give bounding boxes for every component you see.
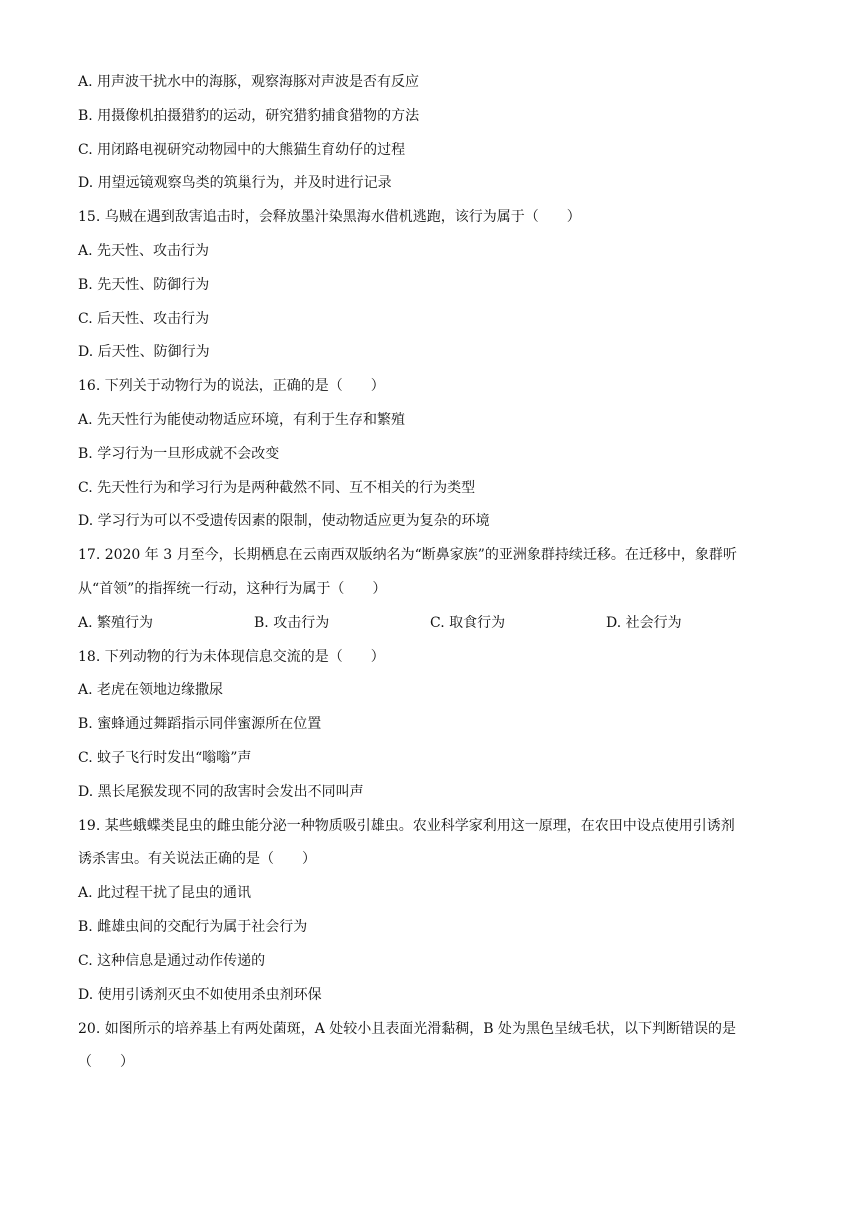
q16-option-a: A. 先天性行为能使动物适应环境，有利于生存和繁殖	[78, 412, 406, 428]
q18-option-a: A. 老虎在领地边缘撒尿	[78, 682, 224, 698]
q15-option-d: D. 后天性、防御行为	[78, 344, 210, 360]
q18-option-c: C. 蚊子飞行时发出“嗡嗡”声	[78, 750, 252, 766]
q20-stem-line-2: （ ）	[78, 1054, 134, 1070]
q20-stem-line-1: 20. 如图所示的培养基上有两处菌斑，A 处较小且表面光滑黏稠，B 处为黑色呈绒毛状，以下判断错误的是	[78, 1021, 737, 1037]
q19-stem-line-1: 19. 某些蛾蝶类昆虫的雌虫能分泌一种物质吸引雄虫。农业科学家利用这一原理，在农田中设点使用引诱剂	[78, 818, 735, 834]
q16-option-c: C. 先天性行为和学习行为是两种截然不同、互不相关的行为类型	[78, 480, 476, 496]
q16-stem: 16. 下列关于动物行为的说法，正确的是（ ）	[78, 378, 385, 394]
q19-option-c: C. 这种信息是通过动作传递的	[78, 953, 266, 969]
q17-option-a: A. 繁殖行为	[78, 615, 154, 631]
q18-option-b: B. 蜜蜂通过舞蹈指示同伴蜜源所在位置	[78, 716, 322, 732]
q15-stem: 15. 乌贼在遇到敌害追击时，会释放墨汁染黑海水借机逃跑，该行为属于（ ）	[78, 209, 581, 225]
q19-option-a: A. 此过程干扰了昆虫的通讯	[78, 885, 252, 901]
q17-option-c: C. 取食行为	[430, 615, 506, 631]
q17-stem-line-1: 17. 2020 年 3 月至今，长期栖息在云南西双版纳名为“断鼻家族”的亚洲象群持续迁移。在迁移中，象群听	[78, 547, 737, 563]
q19-option-b: B. 雌雄虫间的交配行为属于社会行为	[78, 919, 308, 935]
q15-option-b: B. 先天性、防御行为	[78, 277, 210, 293]
q14-option-b: B. 用摄像机拍摄猎豹的运动，研究猎豹捕食猎物的方法	[78, 108, 420, 124]
q18-option-d: D. 黑长尾猴发现不同的敌害时会发出不同叫声	[78, 784, 364, 800]
q19-option-d: D. 使用引诱剂灭虫不如使用杀虫剂环保	[78, 987, 322, 1003]
q17-stem-line-2: 从“首领”的指挥统一行动，这种行为属于（ ）	[78, 581, 387, 597]
q15-option-a: A. 先天性、攻击行为	[78, 243, 210, 259]
q16-option-b: B. 学习行为一旦形成就不会改变	[78, 446, 280, 462]
q16-option-d: D. 学习行为可以不受遗传因素的限制，使动物适应更为复杂的环境	[78, 513, 490, 529]
q14-option-d: D. 用望远镜观察鸟类的筑巢行为，并及时进行记录	[78, 175, 392, 191]
q15-option-c: C. 后天性、攻击行为	[78, 311, 210, 327]
q18-stem: 18. 下列动物的行为未体现信息交流的是（ ）	[78, 649, 385, 665]
q17-option-b: B. 攻击行为	[254, 615, 330, 631]
q17-options-row	[78, 613, 798, 633]
q14-option-c: C. 用闭路电视研究动物园中的大熊猫生育幼仔的过程	[78, 142, 406, 158]
q17-option-d: D. 社会行为	[606, 615, 682, 631]
q19-stem-line-2: 诱杀害虫。有关说法正确的是（ ）	[78, 851, 316, 867]
q14-option-a: A. 用声波干扰水中的海豚，观察海豚对声波是否有反应	[78, 74, 420, 90]
